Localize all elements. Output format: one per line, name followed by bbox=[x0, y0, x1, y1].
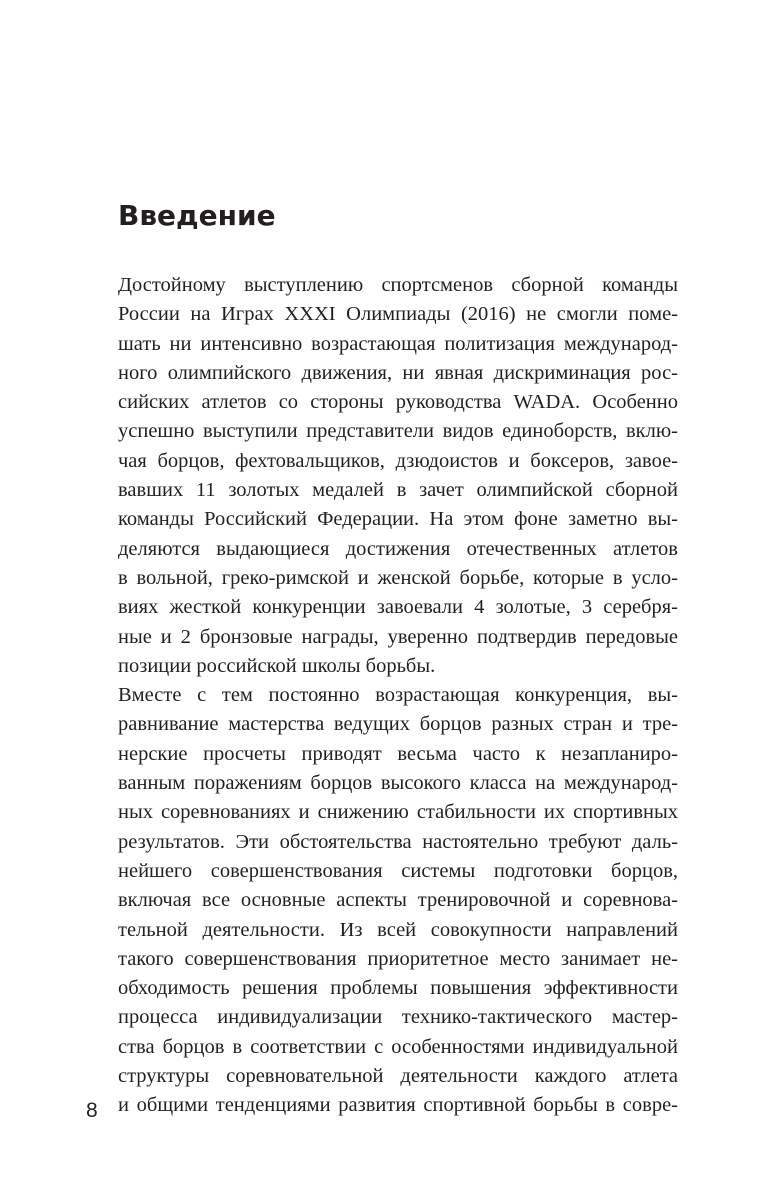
text-line: включая все основные аспекты тренировочной и соревнова- bbox=[118, 889, 678, 912]
section-heading: Введение bbox=[118, 199, 276, 232]
text-line: процесса индивидуализации технико-тактического мастер- bbox=[118, 1006, 678, 1029]
text-line: Достойному выступлению спортсменов сборной команды bbox=[118, 274, 678, 296]
text-line: вавших 11 золотых медалей в зачет олимпийской сборной bbox=[118, 479, 678, 502]
text-line: ных соревнованиях и снижению стабильности их спортивных bbox=[118, 801, 678, 824]
text-line: и общими тенденциями развития спортивной борьбы в совре- bbox=[118, 1094, 678, 1117]
text-line: структуры соревновательной деятельности каждого атлета bbox=[118, 1065, 678, 1088]
text-line: ные и 2 бронзовые награды, уверенно подтвердив передовые bbox=[118, 625, 678, 648]
text-line: позиции российской школы борьбы. bbox=[118, 654, 436, 677]
text-line: нейшего совершенствования системы подготовки борцов, bbox=[118, 859, 678, 882]
text-line: обходимость решения проблемы повышения эффективности bbox=[118, 977, 678, 1000]
text-line: ного олимпийского движения, ни явная дискриминация рос- bbox=[118, 361, 678, 384]
text-line: успешно выступили представители видов единоборств, вклю- bbox=[118, 420, 678, 443]
text-line: России на Играх XXXI Олимпиады (2016) не смогли поме- bbox=[118, 303, 678, 326]
text-line: равнивание мастерства ведущих борцов разных стран и тре- bbox=[118, 713, 678, 736]
body-text bbox=[118, 271, 678, 1121]
text-line: в вольной, греко-римской и женской борьбе, которые в усло- bbox=[118, 566, 678, 589]
text-line: нерские просчеты приводят весьма часто к незапланиро- bbox=[118, 742, 678, 765]
text-line: такого совершенствования приоритетное место занимает не- bbox=[118, 947, 678, 970]
text-line: шать ни интенсивно возрастающая политизация международ- bbox=[118, 332, 678, 355]
text-line: результатов. Эти обстоятельства настоятельно требуют даль- bbox=[118, 830, 678, 853]
text-line: деляются выдающиеся достижения отечественных атлетов bbox=[118, 537, 678, 560]
text-line: команды Российский Федерации. На этом фоне заметно вы- bbox=[118, 508, 678, 531]
text-line: тельной деятельности. Из всей совокупности направлений bbox=[118, 918, 678, 941]
text-line: ванным поражениям борцов высокого класса на международ- bbox=[118, 772, 678, 795]
page-number: 8 bbox=[86, 1099, 98, 1122]
paragraph-1 bbox=[118, 271, 678, 681]
text-line: Вместе с тем постоянно возрастающая конкуренция, вы- bbox=[118, 684, 678, 707]
paragraph-2 bbox=[118, 681, 678, 1120]
text-line: чая борцов, фехтовальщиков, дзюдоистов и боксеров, завое- bbox=[118, 449, 678, 472]
text-line: виях жесткой конкуренции завоевали 4 золотые, 3 серебря- bbox=[118, 596, 678, 619]
text-line: ства борцов в соответствии с особенностями индивидуальной bbox=[118, 1035, 678, 1058]
text-line: сийских атлетов со стороны руководства WADA. Особенно bbox=[118, 391, 678, 414]
